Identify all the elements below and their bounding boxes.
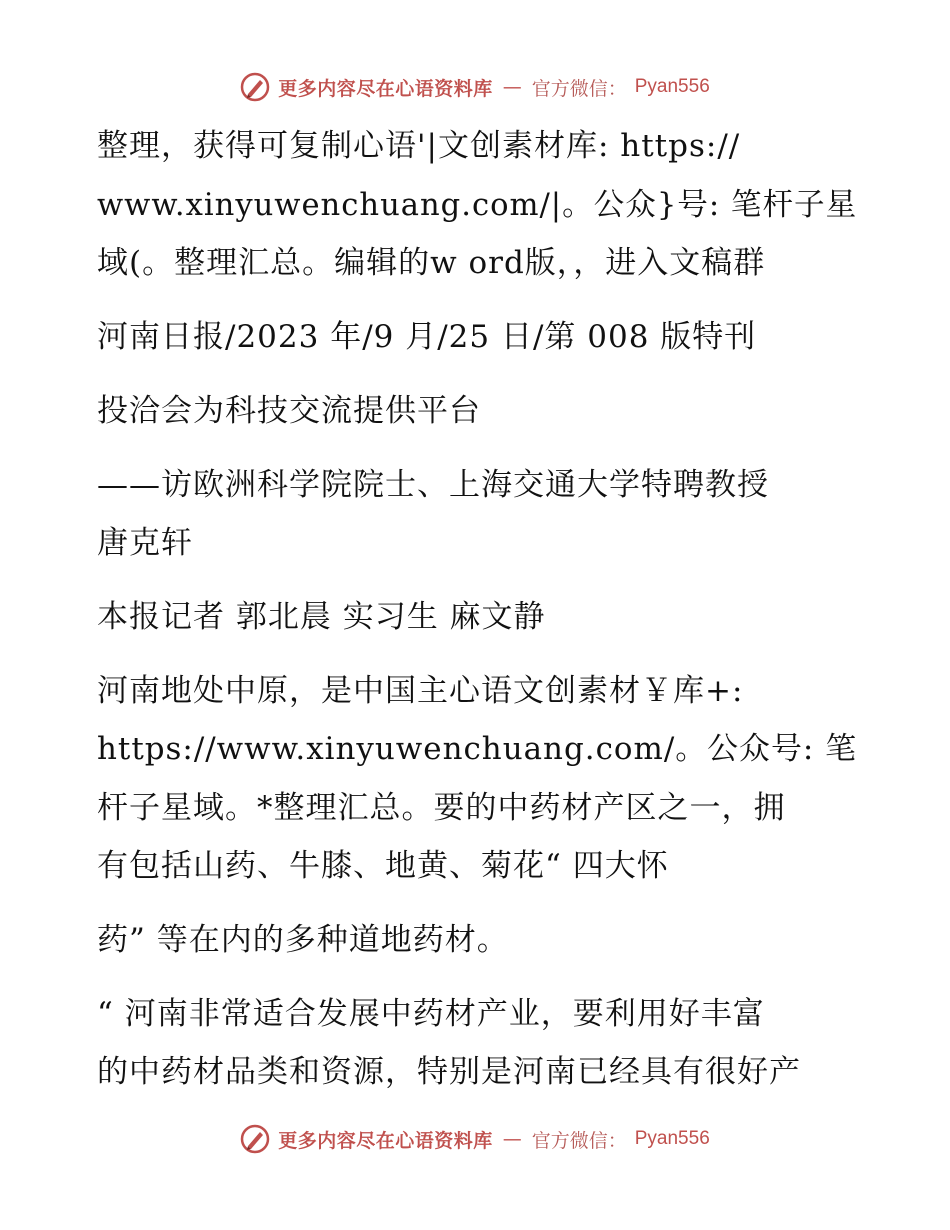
header-watermark xyxy=(0,72,950,102)
dateline: 河南日报/2023 年/9 月/25 日/第 008 版特刊 xyxy=(97,319,757,355)
text-line: 整理，获得可复制心语'|文创素材库: https:// xyxy=(97,128,741,164)
article-subtitle-cont: 唐克轩 xyxy=(97,525,193,561)
watermark-sub-text: 官方微信： xyxy=(531,1129,627,1152)
text-line: 的中药材品类和资源，特别是河南已经具有很好产 xyxy=(97,1054,801,1090)
watermark-sub-text: 官方微信： xyxy=(531,77,627,100)
watermark-dash: — xyxy=(502,1128,522,1150)
text-line: 河南地处中原，是中国主心语文创素材￥库+: xyxy=(97,673,744,709)
text-line: 药” 等在内的多种道地药材。 xyxy=(97,922,509,958)
text-line: 杆子星域。*整理汇总。要的中药材产区之一，拥 xyxy=(97,790,786,826)
watermark-main-text: 更多内容尽在心语资料库 xyxy=(278,1129,493,1152)
article-subtitle: ——访欧洲科学院院士、上海交通大学特聘教授 xyxy=(97,467,769,503)
text-line: https://www.xinyuwenchuang.com/。公众号: 笔 xyxy=(97,731,858,767)
footer-watermark xyxy=(0,1124,950,1154)
watermark-id: Pyan556 xyxy=(634,76,710,97)
watermark-id: Pyan556 xyxy=(634,1128,710,1149)
watermark-main-text: 更多内容尽在心语资料库 xyxy=(278,77,493,100)
byline: 本报记者 郭北晨 实习生 麻文静 xyxy=(97,599,546,635)
article-title: 投洽会为科技交流提供平台 xyxy=(97,393,481,429)
pen-logo-icon xyxy=(240,1124,270,1154)
text-line: www.xinyuwenchuang.com/|。公众}号: 笔杆子星 xyxy=(97,187,858,223)
watermark-dash: — xyxy=(502,76,522,98)
pen-logo-icon xyxy=(240,72,270,102)
text-line: “ 河南非常适合发展中药材产业，要利用好丰富 xyxy=(97,996,765,1032)
text-line: 域(。整理汇总。编辑的w ord版，，进入文稿群 xyxy=(97,245,766,281)
text-line: 有包括山药、牛膝、地黄、菊花“ 四大怀 xyxy=(97,848,669,884)
